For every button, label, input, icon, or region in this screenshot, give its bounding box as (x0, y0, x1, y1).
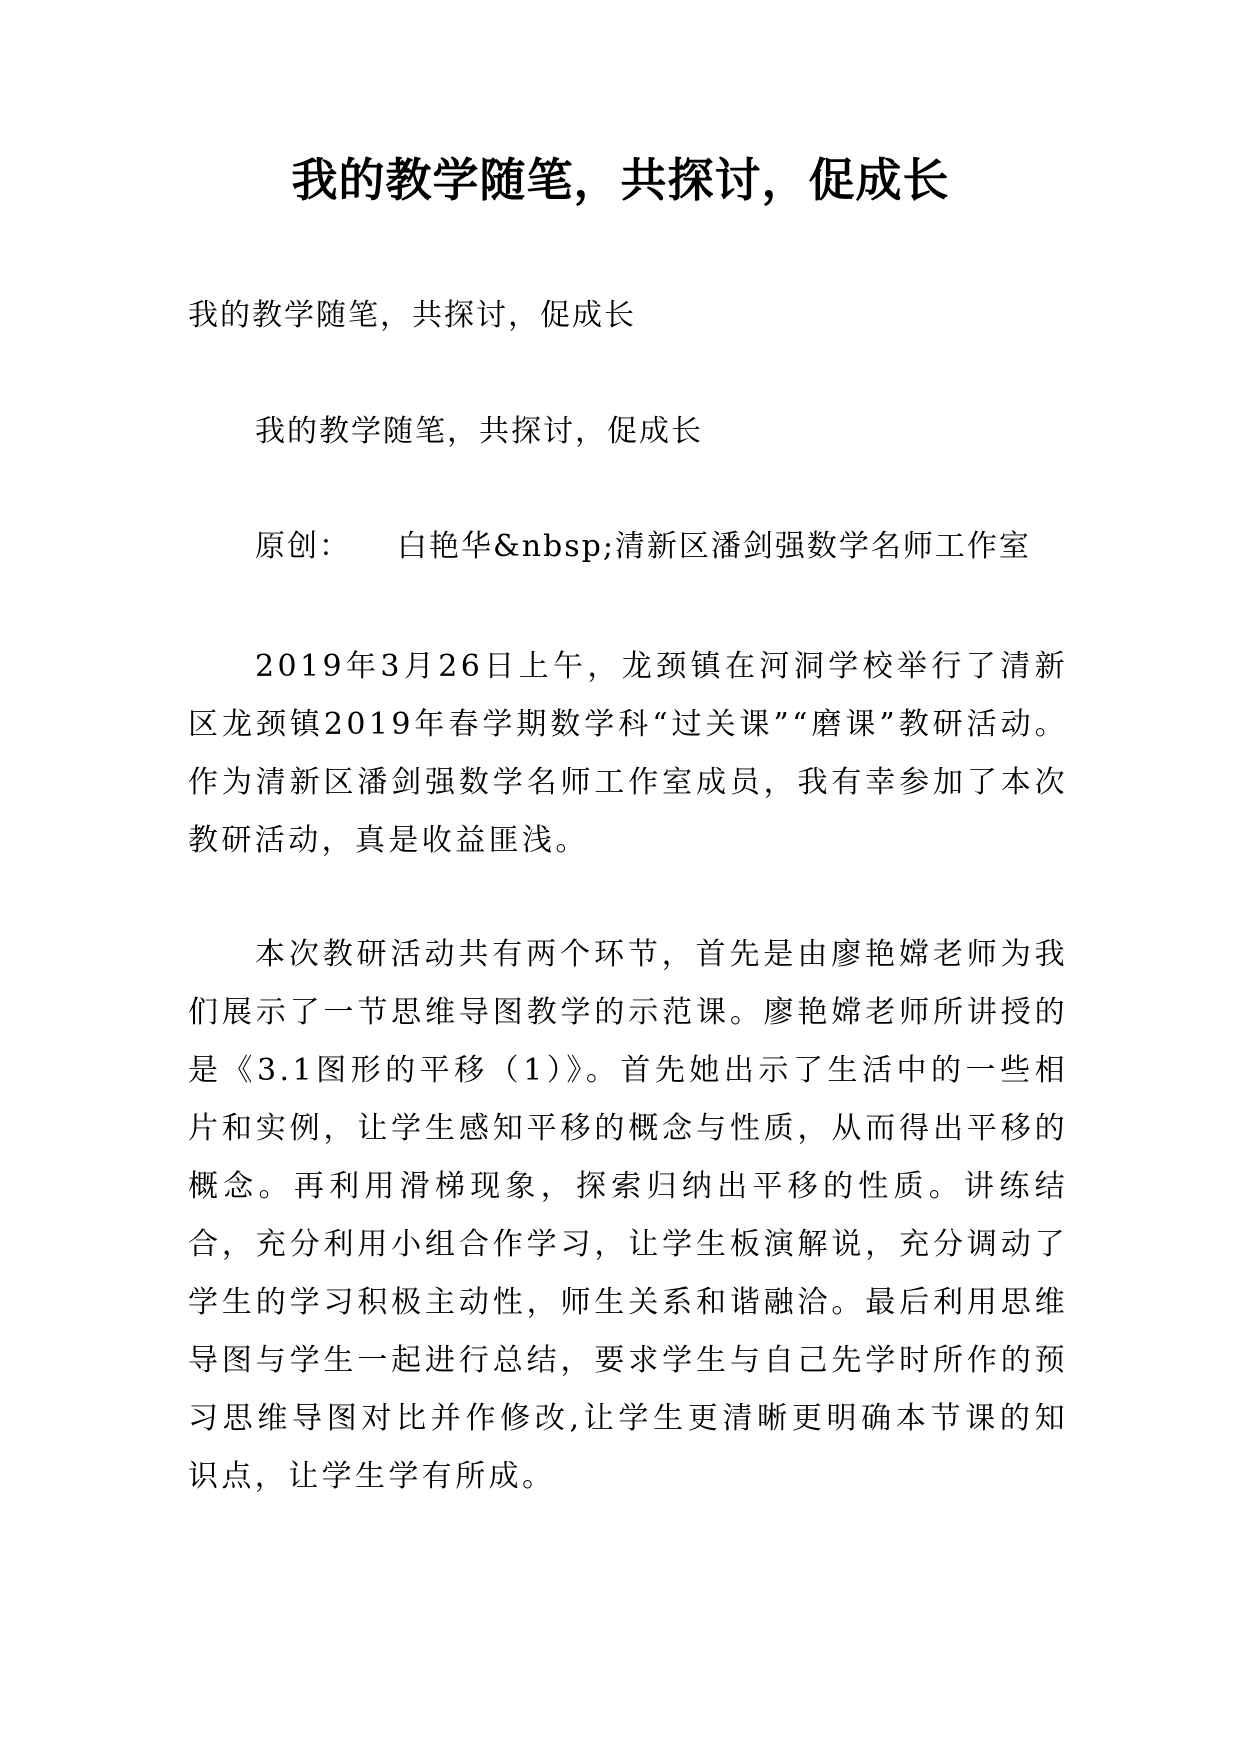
author-value: 白艳华&nbsp;清新区潘剑强数学名师工作室 (397, 529, 1031, 564)
paragraph-2: 本次教研活动共有两个环节，首先是由廖艳嫦老师为我们展示了一节思维导图教学的示范课。廖艳嫦老师所讲授的是《3.1图形的平移（1）》。首先她出示了生活中的一些相片和实例，让学生感知平移的概念与性质，从而得出平移的概念。再利用滑梯现象，探索归纳出平移的性质。讲练结合，充分利用小组合作学习，让学生板演解说，充分调动了学生的学习积极主动性，师生关系和谐融洽。最后利用思维导图与学生一起进行总结，要求学生与自己先学时所作的预习思维导图对比并作修改,让学生更清晰更明确本节课的知识点，让学生学有所成。 (188, 937, 1068, 1494)
author-label: 原创： (255, 529, 351, 564)
author-line (255, 527, 1031, 567)
document-title: 我的教学随笔，共探讨，促成长 (291, 153, 950, 207)
subtitle-line: 我的教学随笔，共探讨，促成长 (188, 298, 636, 333)
paragraph-1: 2019年3月26日上午，龙颈镇在河洞学校举行了清新区龙颈镇2019年春学期数学科“过关课”“磨课”教研活动。作为清新区潘剑强数学名师工作室成员，我有幸参加了本次教研活动，真是收益匪浅。 (188, 649, 1068, 858)
subtitle-line-indented: 我的教学随笔，共探讨，促成长 (255, 414, 703, 449)
